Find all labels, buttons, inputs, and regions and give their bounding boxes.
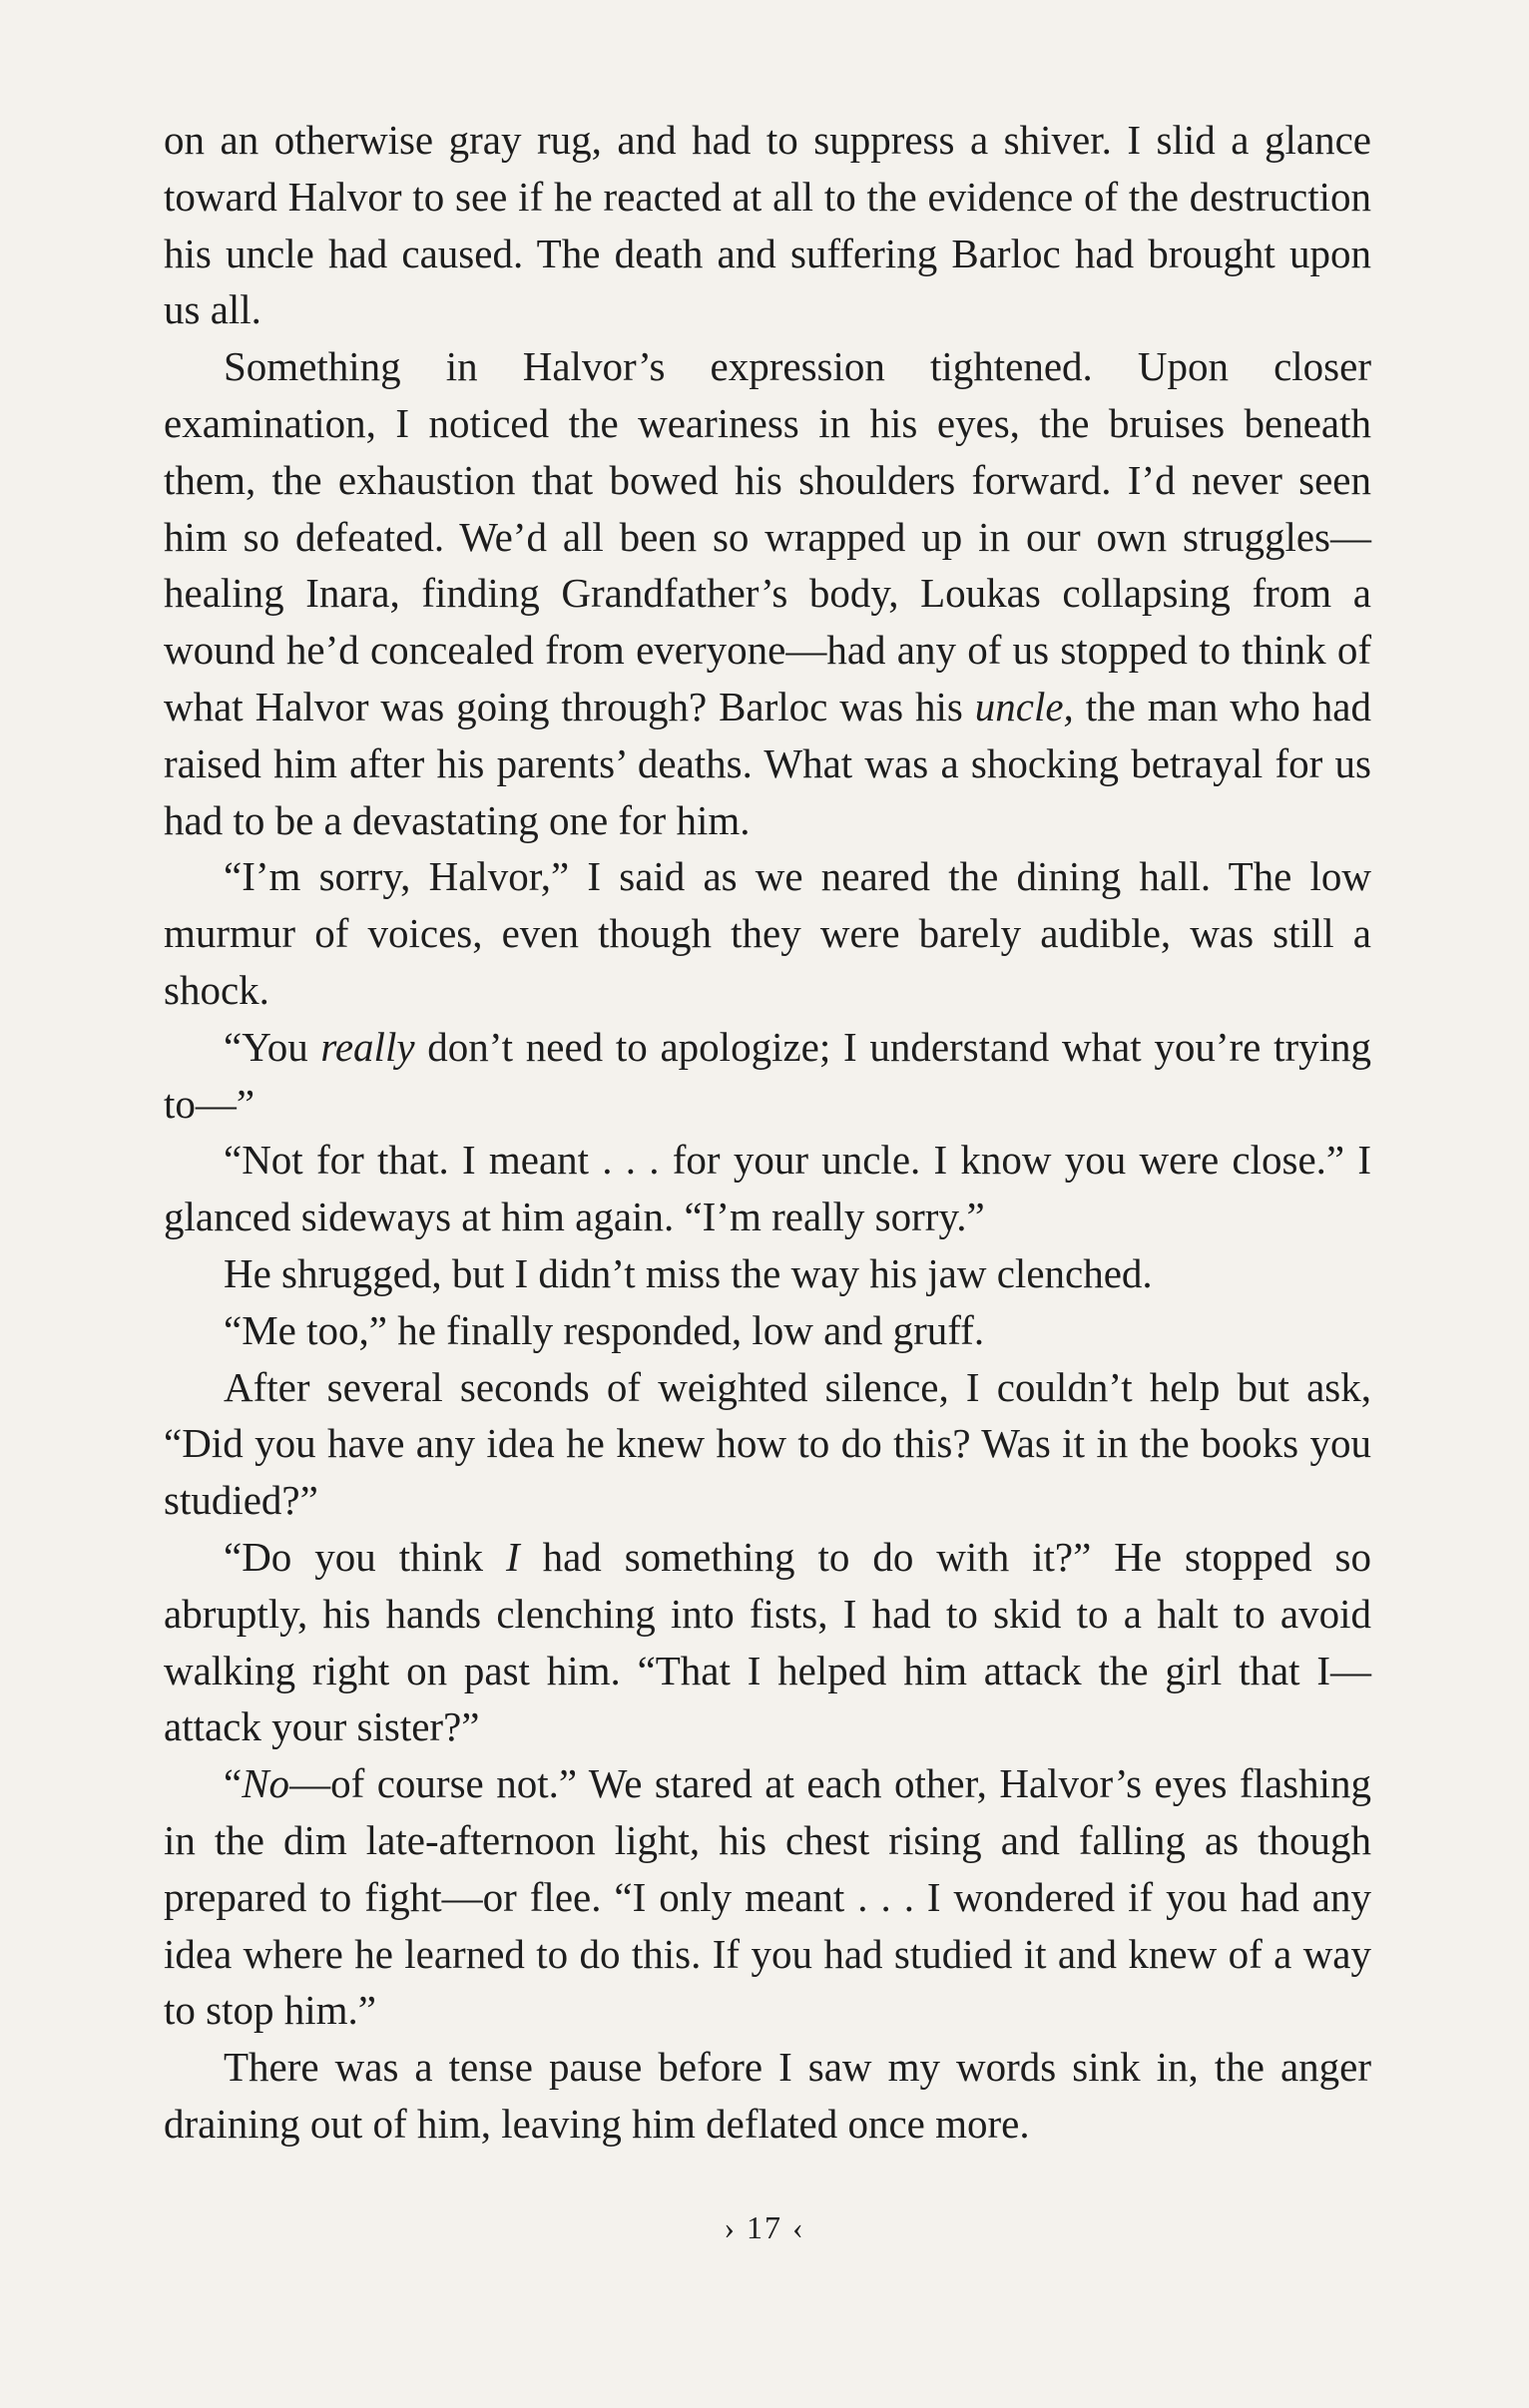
italic-text: uncle, (974, 683, 1074, 729)
paragraph: “You really don’t need to apologize; I understand what you’re trying to—” (164, 1023, 1372, 1127)
italic-text: really (320, 1023, 415, 1070)
paragraph: He shrugged, but I didn’t miss the way his jaw clenched. (224, 1249, 1153, 1296)
paragraph: on an otherwise gray rug, and had to suppress a shiver. I slid a glance toward Halvor to see if he reacted at all to the evidence of the destruction his uncle had caused. The death and suffering Barloc had brought upon us all. (164, 117, 1371, 333)
page-number: › 17 ‹ (724, 2209, 805, 2245)
paragraph: “I’m sorry, Halvor,” I said as we neared the dining hall. The low murmur of voices, even though they were barely audible, was still a shock. (164, 853, 1371, 1013)
paragraph: There was a tense pause before I saw my words sink in, the anger draining out of him, leaving him deflated once more. (164, 2044, 1371, 2147)
paragraph: “Me too,” he finally responded, low and gruff. (224, 1306, 985, 1353)
paragraph: After several seconds of weighted silence, I couldn’t help but ask, “Did you have any idea he knew how to do this? Was it in the books you studied?” (164, 1363, 1371, 1524)
paragraph: Something in Halvor’s expression tightened. Upon closer examination, I noticed the weariness in his eyes, the bruises beneath them, the exhaustion that bowed his shoulders forward. I’d never seen him so defeated. We’d all been so wrapped up in our own struggles—healing Inara, finding Grandfather’s body, Loukas collapsing from a wound he’d concealed from everyone—had any of us stopped to think of what Halvor was going through? Barloc was his uncle, the man who had raised him after his parents’ deaths. What was a shocking betrayal for us had to be a devastating one for him. (164, 343, 1372, 843)
italic-text: I (505, 1533, 520, 1580)
paragraph: “No—of course not.” We stared at each other, Halvor’s eyes flashing in the dim late-afternoon light, his chest rising and falling as though prepared to fight—or flee. “I only meant . . . I wondered if you had any idea where he learned to do this. If you had studied it and knew of a way to stop him.” (164, 1760, 1371, 2034)
italic-text: No (242, 1760, 290, 1807)
paragraph: “Do you think I had something to do with it?” He stopped so abruptly, his hands clenching into fists, I had to skid to a halt to avoid walking right on past him. “That I helped him attack the girl that I—attack your sister?” (164, 1533, 1371, 1750)
paragraph: “Not for that. I meant . . . for your uncle. I know you were close.” I glanced sideways at him again. “I’m really sorry.” (164, 1137, 1371, 1240)
body-text (164, 112, 1371, 2153)
